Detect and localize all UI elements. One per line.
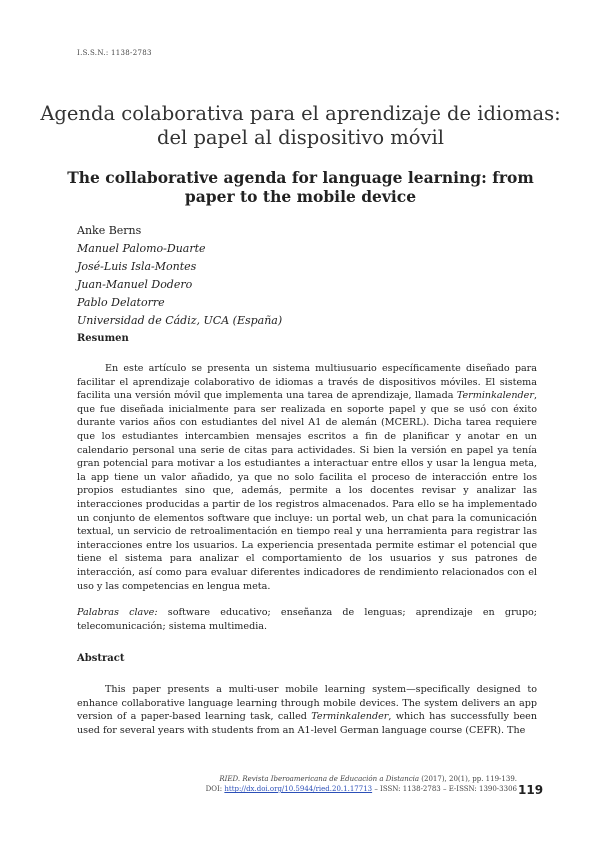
doi-link[interactable]: http://dx.doi.org/10.5944/ried.20.1.17713 <box>224 785 373 793</box>
keywords-text: software educativo; enseñanza de lenguas; aprendizaje en grupo; telecomunicación; sistema multimedia. <box>77 607 537 632</box>
resumen-text-2: , que fue diseñada inicialmente para ser realizada en soporte papel y que se usó con éxito durante varios años con estudiantes del nivel A1 de alemán (MCERL). Dicha tarea requiere que los estudiantes intercambien mensajes escritos a fin de planificar y anotar en un calendario personal una serie de citas para actividades. Si bien la versión en papel ya tenía gran potencial para motivar a los estudiantes a interactuar entre ellos y usar la lengua meta, la app tiene un valor añadido, ya que no solo facilita el proceso de interacción entre los propios estudiantes sino que, además, permite a los docentes revisar y analizar las interacciones producidas a partir de los registros almacenados. Para ello se ha implementado un conjunto de elementos software que incluye: un portal web, un chat para la comunicación textual, un servicio de retroalimentación en tiempo real y una herramienta para registrar las interacciones entre los usuarios. La experiencia presentada permite estimar el potencial que tiene el sistema para analizar el comportamiento de los usuarios y sus patrones de interacción, así como para evaluar diferentes indicadores de rendimiento relacionados con el uso y las competencias en lengua meta. <box>77 390 537 592</box>
resumen-text-1: En este artículo se presenta un sistema multiusuario específicamente diseñado para facilitar el aprendizaje colaborativo de idiomas a través de dispositivos móviles. El sistema facilita una versión móvil que implementa una tarea de aprendizaje, llamada <box>77 363 537 402</box>
resumen-term: Terminkalender <box>456 390 534 402</box>
issn-header: I.S.S.N.: 1138-2783 <box>77 49 152 57</box>
abstract-text-2: , which has successfully been used for several years with students from an A1-level German language course (CEFR). The <box>77 711 537 736</box>
footer-citation: (2017), 20(1), pp. 119-139. <box>419 775 517 783</box>
author-2: Manuel Palomo-Duarte <box>77 242 206 255</box>
keywords-label: Palabras clave: <box>77 607 158 618</box>
title-spanish: Agenda colaborativa para el aprendizaje de idiomas: del papel al dispositivo móvil <box>40 102 561 149</box>
abstract-heading: Abstract <box>77 653 125 664</box>
keywords <box>77 606 537 633</box>
abstract-body <box>77 683 537 737</box>
footer-doi-label: DOI: <box>205 785 225 793</box>
resumen-body <box>77 362 537 593</box>
author-1: Anke Berns <box>77 224 142 237</box>
title-english: The collaborative agenda for language learning: from paper to the mobile device <box>67 168 534 206</box>
author-4: Juan-Manuel Dodero <box>77 278 193 291</box>
page-footer <box>77 774 517 794</box>
abstract-term: Terminkalender <box>311 711 389 723</box>
author-3: José-Luis Isla-Montes <box>77 260 197 273</box>
affiliation: Universidad de Cádiz, UCA (España) <box>77 314 283 327</box>
footer-journal: RIED. Revista Iberoamericana de Educación a Distancia <box>219 775 420 783</box>
author-list <box>77 222 282 330</box>
resumen-heading: Resumen <box>77 333 129 344</box>
page-number: 119 <box>518 783 544 797</box>
author-5: Pablo Delatorre <box>77 296 165 309</box>
abstract-text-1: This paper presents a multi-user mobile learning system—specifically designed to enhance collaborative language learning through mobile devices. The system delivers an app version of a paper-based learning task, called <box>77 684 537 723</box>
footer-issn: – ISSN: 1138-2783 – E-ISSN: 1390-3306 <box>372 785 517 793</box>
